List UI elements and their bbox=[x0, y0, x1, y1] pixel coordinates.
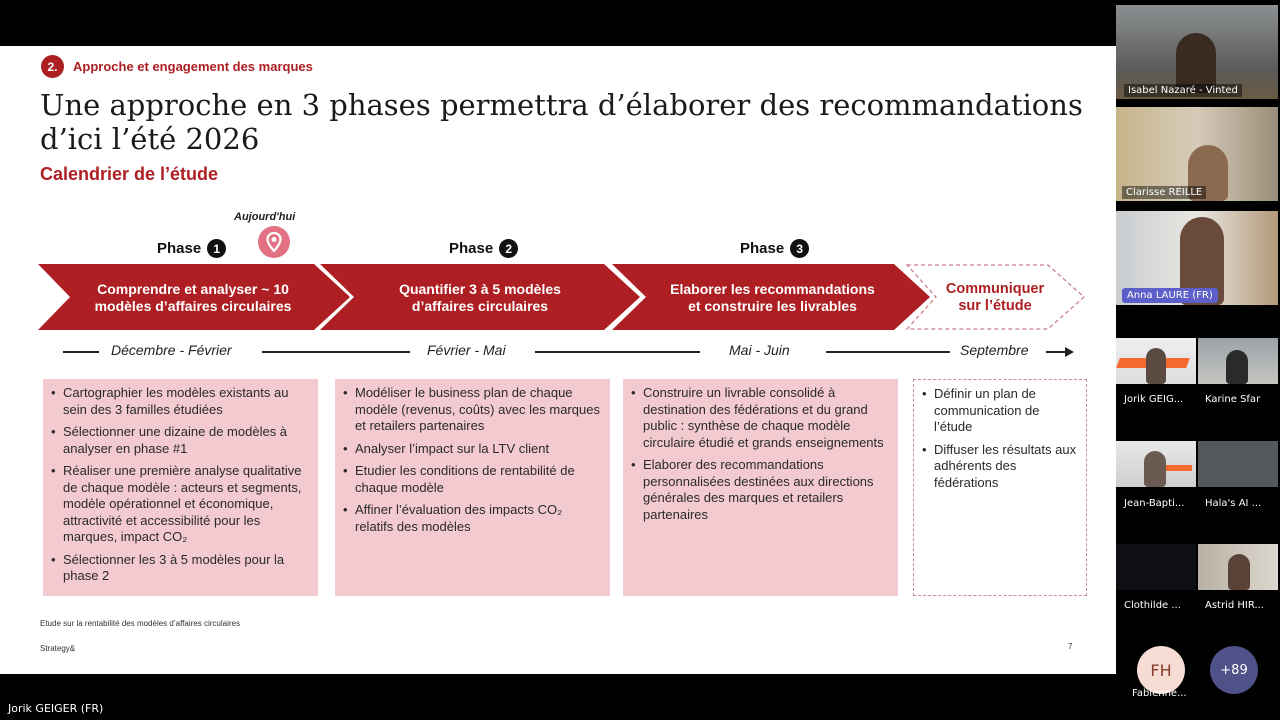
participant-tile[interactable] bbox=[1198, 441, 1278, 487]
participant-name: Jean-Bapti... bbox=[1124, 498, 1185, 509]
list-item: • Etudier les conditions de rentabilité de chaque modèle bbox=[343, 463, 602, 496]
title-line-2: d’ici l’été 2026 bbox=[40, 122, 260, 156]
list-item: • Sélectionner une dizaine de modèles à analyser en phase #1 bbox=[51, 424, 310, 457]
phase-1-label: Phase 1 bbox=[157, 239, 226, 258]
presenter-name: Jorik GEIGER (FR) bbox=[8, 702, 104, 715]
participant-name: Hala's AI ... bbox=[1205, 498, 1262, 509]
phase-1-activities bbox=[43, 379, 318, 596]
phase-3-arrow-text: Elaborer les recommandations et construire les livrables bbox=[670, 281, 875, 314]
timeline-arrow-icon bbox=[1065, 347, 1074, 357]
list-item: • Elaborer des recommandations personnalisées destinées aux directions générales des marques et retailers partenaires bbox=[631, 457, 890, 523]
participant-name: Karine Sfar bbox=[1205, 394, 1261, 405]
section-label: Approche et engagement des marques bbox=[73, 59, 313, 74]
more-participants-button[interactable]: +89 bbox=[1210, 646, 1258, 694]
participant-tile[interactable] bbox=[1116, 5, 1278, 99]
period-2: Février - Mai bbox=[427, 342, 506, 358]
communicate-arrow-text: Communiquer sur l’étude bbox=[945, 281, 1045, 314]
period-3: Mai - Juin bbox=[729, 342, 790, 358]
list-item: • Définir un plan de communication de l’étude bbox=[922, 386, 1078, 436]
participant-tile[interactable] bbox=[1198, 338, 1278, 384]
list-item: • Sélectionner les 3 à 5 modèles pour la phase 2 bbox=[51, 552, 310, 585]
phase-3-label: Phase 3 bbox=[740, 239, 809, 258]
footer-study-title: Etude sur la rentabilité des modèles d’affaires circulaires bbox=[40, 619, 240, 628]
location-pin-icon bbox=[258, 226, 290, 258]
participant-tile-active-speaker[interactable] bbox=[1116, 211, 1278, 305]
list-item: • Cartographier les modèles existants au sein des 3 familles étudiées bbox=[51, 385, 310, 418]
phase-2-activities bbox=[335, 379, 610, 596]
timeline bbox=[0, 342, 1116, 362]
phase-3-number: 3 bbox=[790, 239, 809, 258]
period-4: Septembre bbox=[960, 342, 1029, 358]
title-line-1: Une approche en 3 phases permettra d’élaborer des recommandations bbox=[40, 88, 1083, 122]
participant-tile[interactable] bbox=[1198, 544, 1278, 590]
page-number: 7 bbox=[1068, 642, 1073, 651]
list-item: • Analyser l’impact sur la LTV client bbox=[343, 441, 602, 458]
participant-name: Clothilde ... bbox=[1124, 600, 1181, 611]
list-item: • Modéliser le business plan de chaque modèle (revenus, coûts) avec les marques et retailers partenaires bbox=[343, 385, 602, 435]
participant-name: Anna LAURE (FR) bbox=[1122, 288, 1218, 303]
section-header bbox=[41, 55, 313, 78]
section-number-badge: 2. bbox=[41, 55, 64, 78]
phase-2-number: 2 bbox=[499, 239, 518, 258]
slide-title bbox=[40, 88, 1090, 156]
participant-name: Fabienne... bbox=[1132, 688, 1187, 699]
phase-2-label: Phase 2 bbox=[449, 239, 518, 258]
phase-3-activities bbox=[623, 379, 898, 596]
participant-name: Clarisse REILLE bbox=[1122, 186, 1206, 199]
participant-tile[interactable] bbox=[1116, 107, 1278, 201]
shared-slide bbox=[0, 46, 1116, 674]
list-item: • Construire un livrable consolidé à destination des fédérations et du grand public : synthèse de chaque modèle circulaire étudié et grands enseignements bbox=[631, 385, 890, 451]
list-item: • Réaliser une première analyse qualitative de chaque modèle : acteurs et segments, modèle opérationnel et économique, attractivité et accessibilité pour les marques, impact CO₂ bbox=[51, 463, 310, 546]
phase-1-number: 1 bbox=[207, 239, 226, 258]
participant-tile[interactable] bbox=[1116, 338, 1196, 384]
slide-subtitle: Calendrier de l’étude bbox=[40, 164, 219, 184]
list-item: • Affiner l’évaluation des impacts CO₂ relatifs des modèles bbox=[343, 502, 602, 535]
list-item: • Diffuser les résultats aux adhérents des fédérations bbox=[922, 442, 1078, 492]
communication-activities bbox=[913, 379, 1087, 596]
footer-brand: Strategy& bbox=[40, 644, 76, 653]
participant-name: Jorik GEIG... bbox=[1124, 394, 1184, 405]
participant-tile[interactable] bbox=[1116, 441, 1196, 487]
avatar[interactable]: FH bbox=[1137, 646, 1185, 694]
participant-tile[interactable] bbox=[1116, 544, 1196, 590]
phase-2-arrow-text: Quantifier 3 à 5 modèles d’affaires circulaires bbox=[399, 281, 561, 314]
participant-name: Isabel Nazaré - Vinted bbox=[1124, 84, 1242, 97]
today-label: Aujourd'hui bbox=[234, 211, 296, 223]
period-1: Décembre - Février bbox=[111, 342, 232, 358]
phase-1-arrow-text: Comprendre et analyser ~ 10 modèles d’affaires circulaires bbox=[94, 281, 292, 314]
participant-name: Astrid HIR... bbox=[1205, 600, 1264, 611]
